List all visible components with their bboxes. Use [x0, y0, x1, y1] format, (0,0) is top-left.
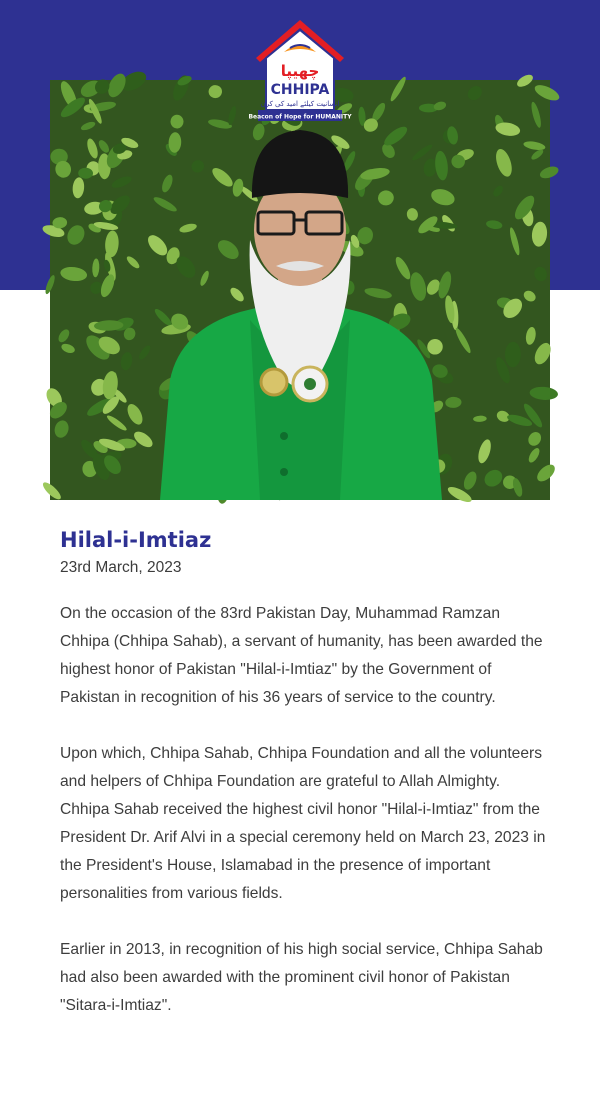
article-paragraph: Upon which, Chhipa Sahab, Chhipa Foundation and all the volunteers and helpers of Chhipa Foundation are grateful to Allah Almighty. Chhipa Sahab received the highest civil honor "Hilal-i-Imtiaz" from the President Dr. Arif Alvi in a special ceremony held on March 23, 2023 in the President's House, Islamabad in the presence of important personalities from various fields.	[60, 745, 546, 902]
chhipa-logo[interactable]	[248, 18, 352, 124]
logo-urdu-tagline: انسانیت کیلئے امید کی کرن	[260, 100, 340, 108]
logo-name: CHHIPA	[270, 82, 330, 98]
portrait-photo	[50, 80, 550, 500]
article-title: Hilal-i-Imtiaz	[60, 528, 212, 552]
logo-urdu-name: چھیپا	[280, 62, 320, 80]
portrait-illustration	[50, 80, 550, 500]
article-paragraph: On the occasion of the 83rd Pakistan Day, Muhammad Ramzan Chhipa (Chhipa Sahab), a servant of humanity, has been awarded the highest honor of Pakistan "Hilal-i-Imtiaz" by the Government of Pakistan in recognition of his 36 years of service to the country.	[60, 605, 543, 706]
article	[60, 526, 552, 1020]
article-date: 23rd March, 2023	[60, 559, 182, 576]
article-paragraph: Earlier in 2013, in recognition of his high social service, Chhipa Sahab had also been awarded with the prominent civil honor of Pakistan "Sitara-i-Imtiaz".	[60, 941, 543, 1014]
logo-tagline: Beacon of Hope for HUMANITY	[248, 113, 352, 121]
